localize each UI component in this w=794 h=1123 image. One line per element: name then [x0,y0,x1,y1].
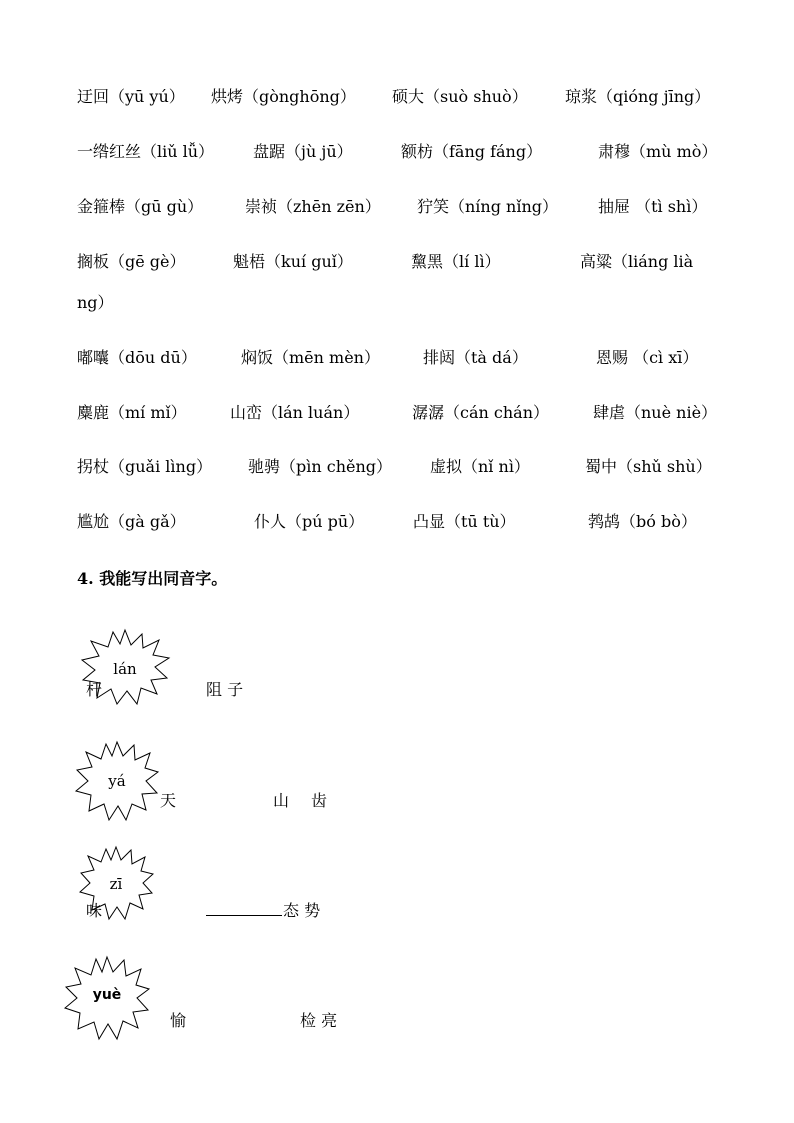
homophone-word: 天 [160,791,177,810]
pinyin-label: yá [108,772,126,790]
vocab-item: 迂回（yū yú） [77,87,185,106]
pinyin-burst [74,740,160,822]
vocab-item: 蜀中（shǔ shù） [585,457,712,476]
vocab-row-7 [0,452,794,482]
vocab-row-4 [0,247,794,277]
vocab-item: 鹁鸪（bó bò） [588,512,697,531]
vocab-item: 硕大（suò shuò） [392,87,528,106]
vocab-item: 焖饭（mēn mèn） [241,348,380,367]
vocab-item: 烘烤（gònghōng） [211,87,356,106]
homophone-word: 杆 [86,680,103,699]
section-title: 4. 我能写出同音字。 [77,569,228,588]
vocab-item: 嘟囔（dōu dū） [77,348,197,367]
vocab-item: 虚拟（nǐ nì） [430,457,530,476]
vocab-item: 额枋（fāng fáng） [401,142,543,161]
vocab-item: 抽屉 （tì shì） [598,197,708,216]
homophone-word: 齿 [311,791,328,810]
vocab-item: 狞笑（níng nǐng） [417,197,559,216]
homophone-word: 山 [273,791,290,810]
homophone-word: 味 [86,901,103,920]
vocab-item: 拐杖（guǎi lìng） [77,457,213,476]
pinyin-label: lán [113,660,137,678]
vocab-wrap-text: ng） [77,293,114,312]
vocab-item: 肆虐（nuè niè） [593,403,718,422]
vocab-row-2 [0,137,794,167]
vocab-item: 尴尬（gà gǎ） [77,512,186,531]
vocab-item: 仆人（pú pū） [254,512,365,531]
vocab-item: 魁梧（kuí guǐ） [233,252,353,271]
vocab-item: 金箍棒（gū gù） [77,197,204,216]
vocab-item: 黧黑（lí lì） [411,252,501,271]
vocab-item: 排闼（tà dá） [423,348,528,367]
homophone-word: 愉 [170,1011,187,1030]
vocab-row-1 [0,82,794,112]
homophone-word: 态 势 [283,901,321,920]
vocab-item: 山峦（lán luán） [230,403,360,422]
pinyin-label: zī [109,875,123,893]
vocab-item: 一绺红丝（liǔ lǚ） [77,142,215,161]
vocab-item: 高粱（liáng lià [580,252,694,271]
vocab-item: 肃穆（mù mò） [598,142,718,161]
vocab-item: 盘踞（jù jū） [253,142,353,161]
answer-blank-line[interactable] [206,915,282,916]
vocab-item: 琼浆（qióng jīng） [565,87,711,106]
vocab-item: 麋鹿（mí mǐ） [77,403,187,422]
vocab-item: 潺潺（cán chán） [412,403,550,422]
vocab-item: 恩赐 （cì xī） [596,348,699,367]
vocab-item: 驰骋（pìn chěng） [248,457,393,476]
homophone-word: 阻 子 [206,680,244,699]
pinyin-burst [63,955,151,1041]
homophone-word: 检 亮 [300,1011,338,1030]
vocab-row-3 [0,192,794,222]
vocab-row-5 [0,343,794,373]
vocab-row-8 [0,507,794,537]
vocab-item: 凸显（tū tù） [413,512,516,531]
vocab-item: 崇祯（zhēn zēn） [245,197,381,216]
pinyin-label: yuè [92,987,122,1003]
vocab-item: 搁板（gē gè） [77,252,186,271]
vocab-row-6 [0,398,794,428]
